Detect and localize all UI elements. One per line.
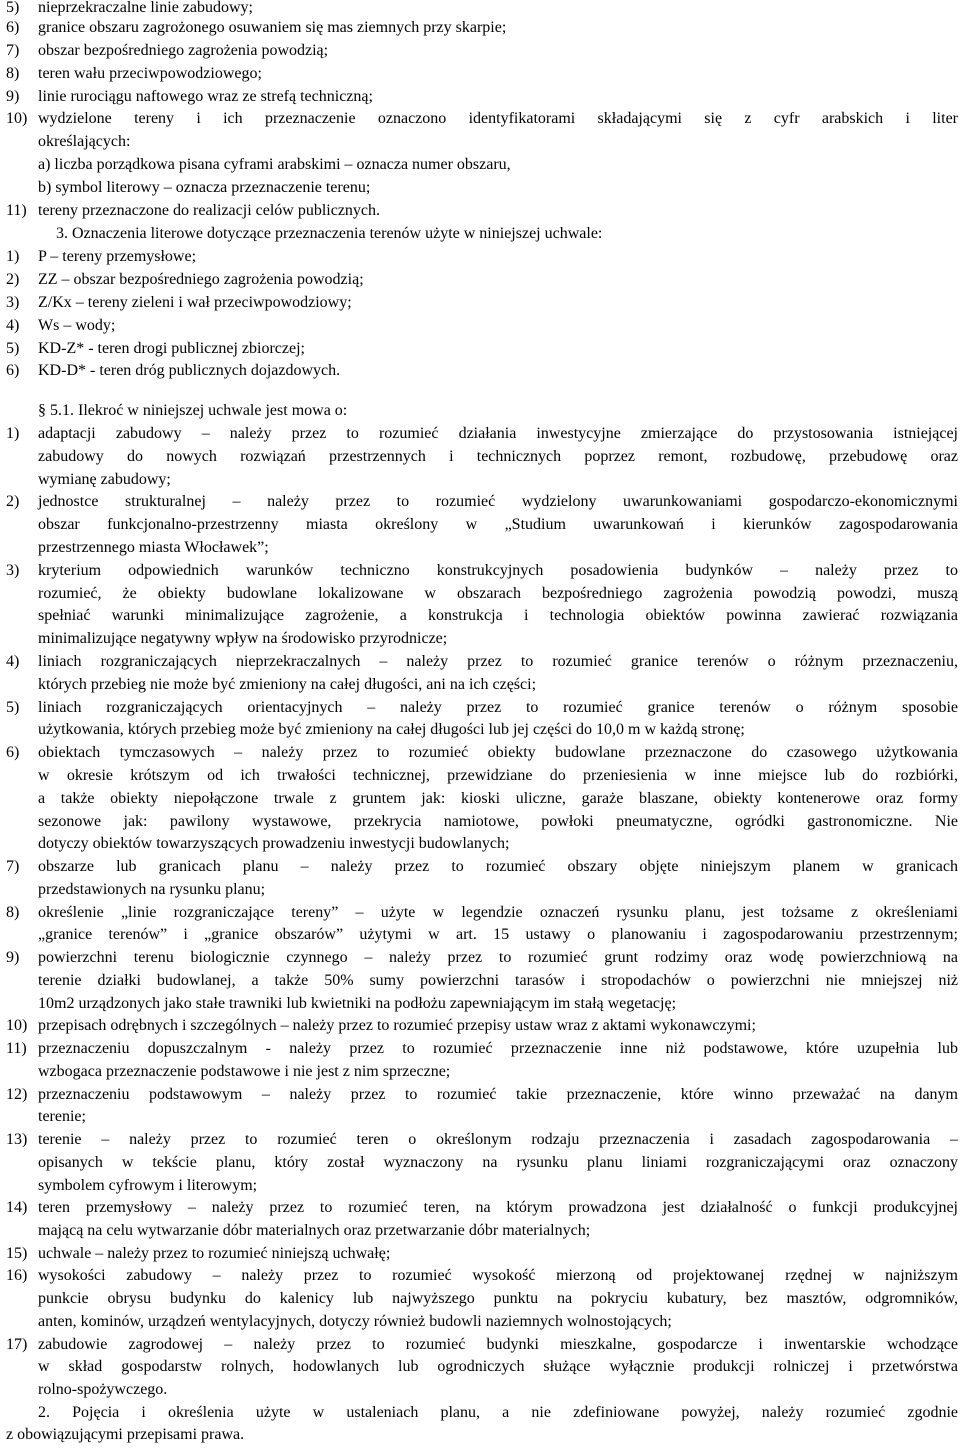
line-text: określających: (38, 133, 131, 150)
line-text: 2. Pojęcia i określenia użyte w ustaleniach planu, a nie zdefiniowane powyżej, należy rozumieć zgodnie (38, 1404, 958, 1421)
text-line (0, 154, 960, 176)
text-line (0, 583, 960, 605)
list-number: 6) (6, 744, 20, 761)
line-text: punkcie obrysu budynku do kalenicy lub najwyższego punktu na pokryciu kubatury, bez masztów, odgromników, (38, 1290, 958, 1307)
text-line (0, 765, 960, 787)
list-number: 1) (6, 248, 20, 265)
list-item (0, 1265, 960, 1287)
line-text: 10m2 urządzonych jako stałe trawniki lub kwietniki na podłożu zapewniającym im stałą wegetację; (38, 995, 677, 1012)
list-number: 9) (6, 949, 20, 966)
text-line (0, 446, 960, 468)
text-line (0, 1288, 960, 1310)
text-line (0, 788, 960, 810)
list-item (0, 651, 960, 673)
line-text: spełniać warunki minimalizujące zagrożenie, a konstrukcja i technologia obiektów powinna zawierać rozwiązania (38, 607, 958, 624)
line-text: obszar funkcjonalno-przestrzenny miasta określony w „Studium uwarunkowań i kierunków zagospodarowania (38, 516, 958, 533)
list-item (0, 902, 960, 924)
line-text: a także obiekty niepołączone trwale z gruntem jak: kioski uliczne, garaże blaszane, obiekty kontenerowe oraz formy (38, 790, 958, 807)
text-line (0, 924, 960, 946)
text-line (0, 833, 960, 855)
line-text: teren przemysłowy – należy przez to rozumieć teren, na którym prowadzona jest działalność o funkcji produkcyjnej (38, 1199, 958, 1216)
text-line (0, 993, 960, 1015)
line-text: wysokości zabudowy – należy przez to rozumieć wysokość mierzoną od projektowanej rzędnej w najniższym (38, 1267, 958, 1284)
list-item (0, 1038, 960, 1060)
line-text: mającą na celu wytwarzanie dóbr materialnych oraz przetwarzanie dóbr materialnych; (38, 1222, 591, 1239)
list-item (0, 742, 960, 764)
list-item (0, 491, 960, 513)
text-line (0, 1220, 960, 1242)
line-text: wydzielone tereny i ich przeznaczenie oznaczono identyfikatorami składającymi się z cyfr arabskich i liter (38, 110, 958, 127)
list-item (0, 1129, 960, 1151)
text-line (0, 1356, 960, 1378)
line-text: ZZ – obszar bezpośredniego zagrożenia powodzią; (38, 271, 364, 288)
list-number: 2) (6, 271, 20, 288)
list-number: 3) (6, 294, 20, 311)
list-number: 10) (6, 1017, 28, 1034)
text-line (0, 719, 960, 741)
text-line (0, 223, 960, 245)
text-line (0, 537, 960, 559)
list-item (0, 40, 960, 62)
line-text: dotyczy obiektów towarzyszących prowadzeniu inwestycji budowlanych; (38, 835, 510, 852)
list-item (0, 292, 960, 314)
line-text: kryterium odpowiednich warunków techniczno konstrukcyjnych posadowienia budynków – należy przez to (38, 562, 958, 579)
list-number: 1) (6, 425, 20, 442)
line-text: przepisach odrębnych i szczególnych – należy przez to rozumieć przepisy ustaw wraz z aktami wykonawczymi; (38, 1017, 756, 1034)
line-text: anten, kominów, urządzeń wentylacyjnych, dotyczy również budowli naziemnych wolnostojących; (38, 1313, 672, 1330)
line-text: granice obszaru zagrożonego osuwaniem się mas ziemnych przy skarpie; (38, 19, 507, 36)
line-text: tereny przeznaczone do realizacji celów publicznych. (38, 202, 381, 219)
list-number: 14) (6, 1199, 28, 1216)
line-text: wymianę zabudowy; (38, 471, 171, 488)
line-text: z obowiązującymi przepisami prawa. (6, 1426, 245, 1443)
list-item (0, 200, 960, 222)
list-number: 7) (6, 42, 20, 59)
line-text: przedstawionych na rysunku planu; (38, 881, 266, 898)
line-text: obszarze lub granicach planu – należy przez to rozumieć obszary objęte niniejszym planem w granicach (38, 858, 958, 875)
text-line (0, 177, 960, 199)
list-number: 2) (6, 493, 20, 510)
line-text: Ws – wody; (38, 317, 116, 334)
line-text: użytkowania, których przebieg może być zmieniony na całej długości lub jej części do 10,0 m w każdą stronę; (38, 721, 745, 738)
list-item (0, 63, 960, 85)
list-number: 3) (6, 562, 20, 579)
line-text: uchwale – należy przez to rozumieć niniejszą uchwałę; (38, 1245, 391, 1262)
list-item (0, 423, 960, 445)
list-item (0, 17, 960, 39)
line-text: terenie; (38, 1108, 86, 1125)
line-text: KD-D* - teren dróg publicznych dojazdowych. (38, 362, 341, 379)
line-text: nieprzekraczalne linie zabudowy; (38, 0, 253, 16)
line-text: 3. Oznaczenia literowe dotyczące przeznaczenia terenów użyte w niniejszej uchwale: (56, 225, 603, 242)
text-line (0, 674, 960, 696)
line-text: rolno-spożywczego. (38, 1381, 168, 1398)
line-text: KD-Z* - teren drogi publicznej zbiorczej; (38, 340, 305, 357)
list-item (0, 360, 960, 382)
line-text: opisanych w tekście planu, który został wyznaczony na rysunku planu liniami rozgraniczającymi oraz oznaczony (38, 1154, 958, 1171)
list-item (0, 1015, 960, 1037)
list-number: 5) (6, 340, 20, 357)
list-number: 15) (6, 1245, 28, 1262)
list-item (0, 1334, 960, 1356)
text-line (0, 514, 960, 536)
list-item (0, 86, 960, 108)
line-text: obiektach tymczasowych – należy przez to rozumieć obiekty budowlane przeznaczone do czasowego użytkowania (38, 744, 958, 761)
list-item (0, 246, 960, 268)
line-text: w skład gospodarstw rolnych, hodowlanych lub ogrodniczych służące wyłącznie produkcji rolniczej i przetwórstwa (38, 1358, 958, 1375)
text-line (0, 1379, 960, 1401)
list-number: 6) (6, 362, 20, 379)
text-line (0, 1424, 960, 1446)
list-number: 8) (6, 904, 20, 921)
text-line (0, 605, 960, 627)
line-text: obszar bezpośredniego zagrożenia powodzią; (38, 42, 329, 59)
line-text: liniach rozgraniczających nieprzekraczalnych – należy przez to rozumieć granice terenów o różnym przeznaczeniu, (38, 653, 958, 670)
line-text: symbolem cyfrowym i literowym; (38, 1177, 258, 1194)
text-line (0, 879, 960, 901)
list-number: 10) (6, 110, 28, 127)
list-number: 4) (6, 317, 20, 334)
list-item (0, 947, 960, 969)
list-item (0, 1084, 960, 1106)
text-line (0, 811, 960, 833)
line-text: w okresie krótszym od ich trwałości technicznej, przewidziane do przeniesienia w inne miejsce lub do rozbiórki, (38, 767, 958, 784)
list-item (0, 1243, 960, 1265)
text-line (0, 1175, 960, 1197)
line-text: powierzchni terenu biologicznie czynnego – należy przez to rozumieć grunt rodzimy oraz wodę powierzchniową na (38, 949, 958, 966)
line-text: wzbogaca przeznaczenie podstawowe i nie jest z nim sprzeczne; (38, 1063, 451, 1080)
text-line (0, 1311, 960, 1333)
text-line (0, 1402, 960, 1424)
line-text: liniach rozgraniczających orientacyjnych – należy przez to rozumieć granice terenów o różnym sposobie (38, 699, 958, 716)
line-text: jednostce strukturalnej – należy przez to rozumieć wydzielony uwarunkowaniami gospodarczo-ekonomicznymi (38, 493, 958, 510)
line-text: minimalizujące negatywny wpływ na środowisko przyrodnicze; (38, 630, 448, 647)
line-text: zabudowie zagrodowej – należy przez to rozumieć budynki mieszkalne, gospodarcze i inwentarskie wchodzące (38, 1336, 958, 1353)
text-line (0, 1106, 960, 1128)
list-number: 11) (6, 202, 27, 219)
list-number: 4) (6, 653, 20, 670)
line-text: P – tereny przemysłowe; (38, 248, 197, 265)
line-text: b) symbol literowy – oznacza przeznaczenie terenu; (38, 179, 371, 196)
list-number: 12) (6, 1086, 28, 1103)
list-number: 6) (6, 19, 20, 36)
line-text: rozumieć, że obiekty budowlane lokalizowane w obszarach bezpośredniego zagrożenia powodzią powodzi, muszą (38, 585, 958, 602)
line-text: adaptacji zabudowy – należy przez to rozumieć działania inwestycyjne zmierzające do przystosowania istniejącej (38, 425, 958, 442)
list-item (0, 338, 960, 360)
text-line (0, 1152, 960, 1174)
line-text: a) liczba porządkowa pisana cyframi arabskimi – oznacza numer obszaru, (38, 156, 511, 173)
list-item (0, 269, 960, 291)
line-text: sezonowe jak: pawilony wystawowe, przekrycia namiotowe, powłoki pneumatyczne, ogródki gastronomiczne. Nie (38, 813, 958, 830)
text-line (0, 628, 960, 650)
line-text: przestrzennego miasta Włocławek”; (38, 539, 269, 556)
list-number: 11) (6, 1040, 27, 1057)
line-text: zabudowy do nowych rozwiązań przestrzennych i technicznych poprzez remont, rozbudowę, przebudowę oraz (38, 448, 958, 465)
line-text: Z/Kx – tereny zieleni i wał przeciwpowodziowy; (38, 294, 352, 311)
list-number: 7) (6, 858, 20, 875)
list-number: 5) (6, 0, 20, 16)
line-text: przeznaczeniu podstawowym – należy przez to rozumieć takie przeznaczenie, które winno przeważać na danym (38, 1086, 958, 1103)
text-line (0, 970, 960, 992)
list-number: 13) (6, 1131, 28, 1148)
text-line (0, 400, 960, 422)
list-item (0, 315, 960, 337)
line-text: których przebieg nie może być zmieniony na całej długości, ani na ich części; (38, 676, 537, 693)
list-item (0, 108, 960, 130)
line-text: terenie działki budowlanej, a także 50% sumy powierzchni tarasów i stropodachów o powierzchni nie mniejszej niż (38, 972, 958, 989)
line-text: „granice terenów” i „granice obszarów” użytymi w art. 15 ustawy o planowaniu i zagospodarowaniu przestrzennym; (38, 926, 958, 943)
line-text: § 5.1. Ilekroć w niniejszej uchwale jest mowa o: (38, 402, 348, 419)
text-line (0, 1061, 960, 1083)
list-number: 17) (6, 1336, 28, 1353)
list-item (0, 856, 960, 878)
line-text: teren wału przeciwpowodziowego; (38, 65, 262, 82)
list-number: 16) (6, 1267, 28, 1284)
line-text: linie rurociągu naftowego wraz ze strefą techniczną; (38, 88, 373, 105)
text-line (0, 469, 960, 491)
list-item (0, 560, 960, 582)
list-item (0, 1197, 960, 1219)
line-text: określenie „linie rozgraniczające tereny” – użyte w legendzie oznaczeń rysunku planu, jest tożsame z określeniami (38, 904, 958, 921)
line-text: przeznaczeniu dopuszczalnym - należy przez to rozumieć przeznaczenie inne niż podstawowe, które uzupełnia lub (38, 1040, 958, 1057)
list-number: 5) (6, 699, 20, 716)
line-text: terenie – należy przez to rozumieć teren o określonym rodzaju przeznaczenia i zasadach zagospodarowania – (38, 1131, 958, 1148)
list-number: 9) (6, 88, 20, 105)
list-item (0, 697, 960, 719)
text-line (0, 131, 960, 153)
list-number: 8) (6, 65, 20, 82)
